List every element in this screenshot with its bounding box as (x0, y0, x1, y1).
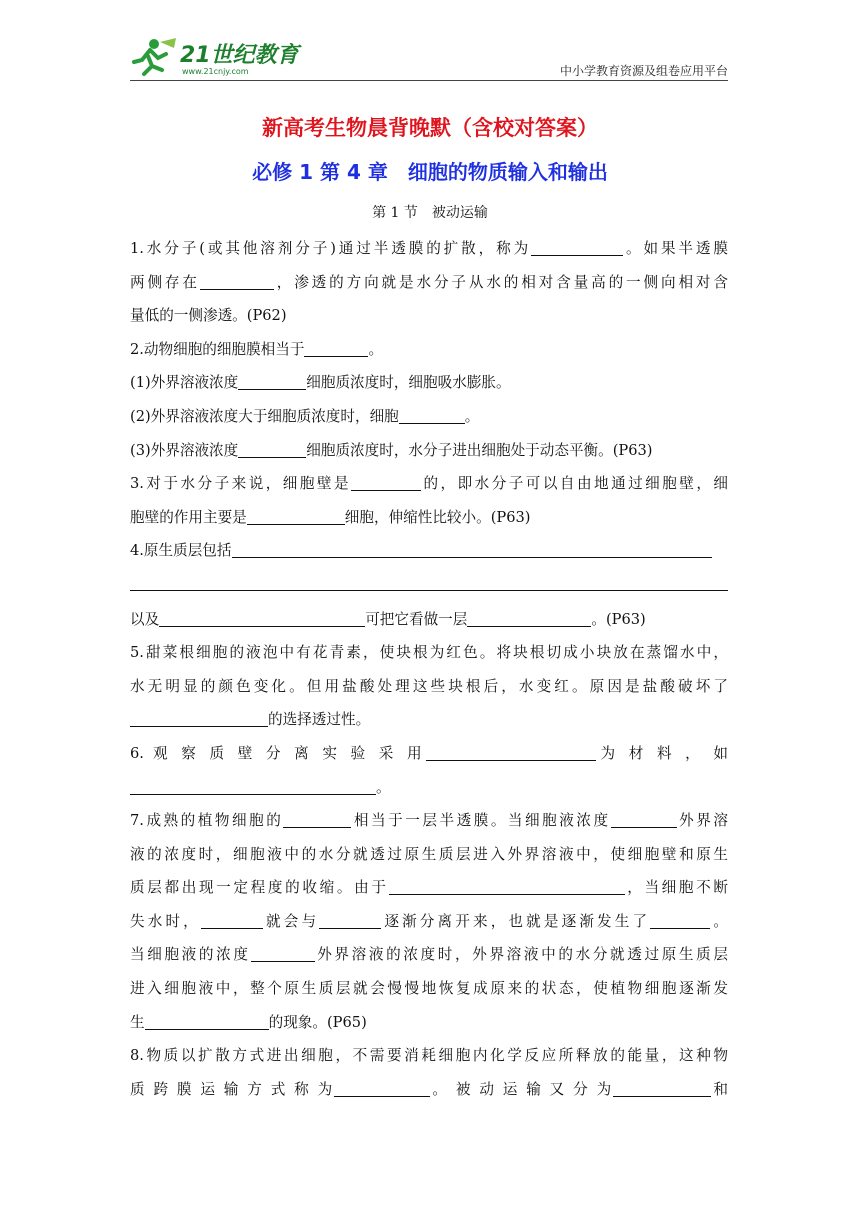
header-divider (130, 80, 728, 81)
answer-blank (283, 811, 351, 828)
question-1-line-3: 量低的一侧渗透。(P62) (130, 307, 287, 325)
answer-blank (389, 878, 625, 895)
answer-blank (200, 273, 274, 290)
question-2-line-3: (2)外界溶液浓度大于细胞质浓度时，细胞 。 (130, 407, 480, 425)
21cnjy-logo (130, 36, 330, 78)
answer-blank (650, 912, 710, 929)
question-list (130, 232, 728, 1106)
answer-blank (351, 474, 421, 491)
question-7-line-7: 生 的现象。(P65) (130, 1013, 367, 1031)
answer-blank (247, 508, 345, 525)
answer-blank (130, 777, 376, 794)
question-4-line-1: 4.原生质层包括 (130, 534, 728, 568)
answer-blank (611, 811, 677, 828)
answer-blank-full-line (130, 568, 728, 591)
question-1-line-2: 两侧存在 ，渗透的方向就是水分子从水的相对含量高的一侧向相对含 (130, 273, 728, 291)
question-3-line-2: 胞壁的作用主要是 细胞，伸缩性比较小。(P63) (130, 508, 531, 526)
answer-blank (238, 373, 306, 390)
svg-text:21世纪教育: 21世纪教育 (180, 43, 299, 68)
answer-blank (201, 912, 263, 929)
answer-blank (426, 744, 596, 761)
answer-blank (467, 609, 591, 626)
question-4-line-3: 以及 可把它看做一层 。(P63) (130, 610, 646, 628)
question-2-line-2: (1)外界溶液浓度 细胞质浓度时，细胞吸水膨胀。 (130, 374, 511, 392)
answer-blank (304, 340, 368, 357)
question-5-line-3: 的选择透过性。 (130, 703, 728, 737)
answer-blank (251, 945, 315, 962)
answer-blank (334, 1080, 430, 1097)
question-7-line-4: 失水时， 就会与 逐渐分离开来，也就是逐渐发生了 。 (130, 912, 728, 930)
answer-blank (531, 239, 623, 256)
answer-blank (145, 1013, 269, 1030)
question-8-line-1: 8.物质以扩散方式进出细胞，不需要消耗细胞内化学反应所释放的能量，这种物 (130, 1047, 728, 1065)
section-title: 第 1 节 被动运输 (372, 205, 488, 221)
chapter-title: 必修 1 第 4 章 细胞的物质输入和输出 (252, 160, 608, 184)
question-2-line-4: (3)外界溶液浓度 细胞质浓度时，水分子进出细胞处于动态平衡。(P63) (130, 441, 653, 459)
question-2-line-1: 2.动物细胞的细胞膜相当于 。 (130, 340, 384, 358)
question-7-line-6: 进入细胞液中，整个原生质层就会慢慢地恢复成原来的状态，使植物细胞逐渐发 (130, 980, 728, 998)
answer-blank (399, 407, 465, 424)
question-7-line-5: 当细胞液的浓度 外界溶液的浓度时，外界溶液中的水分就透过原生质层 (130, 946, 728, 964)
answer-blank (232, 541, 712, 558)
answer-blank (319, 912, 381, 929)
answer-blank (130, 710, 268, 727)
question-8-line-2: 质 跨 膜 运 输 方 式 称 为 。 被 动 运 输 又 分 为 和 (130, 1080, 728, 1098)
question-6-line-2: 。 (130, 771, 728, 805)
question-6-line-1: 6. 观 察 质 壁 分 离 实 验 采 用 为 材 料 ， 如 (130, 744, 728, 762)
question-3-line-1: 3.对于水分子来说，细胞壁是 的，即水分子可以自由地通过细胞壁，细 (130, 475, 728, 493)
question-5-line-1: 5.甜菜根细胞的液泡中有花青素，使块根为红色。将块根切成小块放在蒸馏水中， (130, 644, 728, 662)
page-header (130, 32, 728, 82)
question-1-line-1: 1.水分子(或其他溶剂分子)通过半透膜的扩散，称为 。如果半透膜 (130, 240, 728, 257)
question-5-line-2: 水无明显的颜色变化。但用盐酸处理这些块根后，水变红。原因是盐酸破坏了 (130, 677, 728, 695)
answer-blank (613, 1080, 711, 1097)
question-7-line-1: 7.成熟的植物细胞的 相当于一层半透膜。当细胞液浓度 外界溶 (130, 812, 728, 830)
runner-icon (134, 38, 176, 74)
svg-text:www.21cnjy.com: www.21cnjy.com (182, 67, 249, 76)
answer-blank (159, 609, 365, 626)
question-7-line-2: 液的浓度时，细胞液中的水分就透过原生质层进入外界溶液中，使细胞壁和原生 (130, 845, 728, 863)
document-title: 新高考生物晨背晚默（含校对答案） (262, 116, 598, 140)
platform-name: 中小学教育资源及组卷应用平台 (559, 64, 728, 78)
question-7-line-3: 质层都出现一定程度的收缩。由于 ，当细胞不断 (130, 879, 728, 897)
answer-blank (238, 441, 306, 458)
